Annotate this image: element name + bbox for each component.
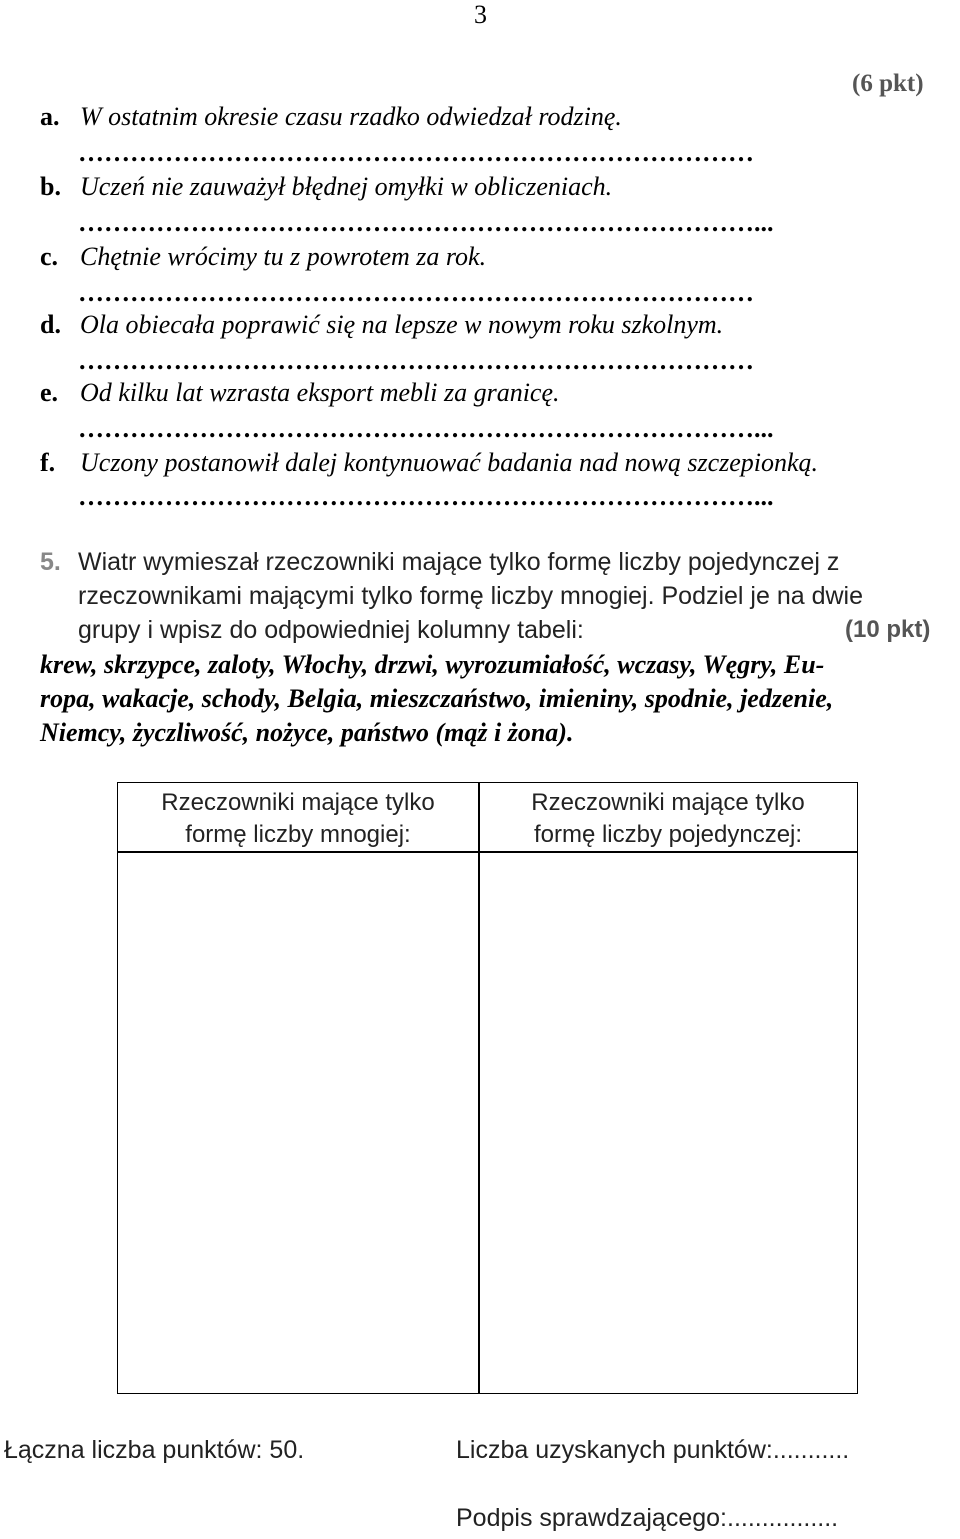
answer-line-c[interactable]: ……………………………………………………………………: [78, 278, 754, 307]
item-letter: e.: [40, 378, 59, 407]
answer-line-b[interactable]: ……………………………………………………………………...: [78, 208, 774, 237]
instruction-line-2: rzeczownikami mającymi tylko formę liczby mnogiej. Podziel je na dwie: [78, 582, 863, 610]
item-text: Uczony postanowił dalej kontynuować badania nad nową szczepionką.: [80, 448, 819, 477]
item-text: W ostatnim okresie czasu rzadko odwiedzał rodzinę.: [80, 102, 622, 131]
total-points: Łączna liczba punktów: 50.: [4, 1436, 305, 1464]
item-letter: c.: [40, 242, 59, 271]
item-letter: d.: [40, 310, 61, 339]
item-letter: f.: [40, 448, 56, 477]
obtained-points[interactable]: Liczba uzyskanych punktów:...........: [456, 1436, 850, 1464]
answer-table: [117, 782, 858, 1394]
header-plural-only: [118, 787, 478, 851]
instruction-line-1: Wiatr wymieszał rzeczowniki mające tylko formę liczby pojedynczej z: [78, 548, 840, 576]
column-divider: [478, 783, 480, 1393]
exercise5-points: (10 pkt): [845, 616, 931, 643]
plural-answer-cell[interactable]: [120, 854, 476, 1392]
item-letter: a.: [40, 102, 60, 131]
answer-line-e[interactable]: ……………………………………………………………………...: [78, 414, 774, 443]
exercise5-instruction: [40, 548, 839, 577]
item-text: Uczeń nie zauważył błędnej omyłki w obliczeniach.: [80, 172, 613, 201]
word-list-line-3: Niemcy, życzliwość, nożyce, państwo (mąż i żona).: [40, 718, 574, 747]
header-singular-only: [479, 787, 857, 851]
header-line: formę liczby mnogiej:: [185, 821, 411, 848]
exercise5-number: 5.: [40, 548, 61, 576]
sentence-e: [40, 378, 560, 408]
sentence-d: [40, 310, 723, 340]
answer-line-d[interactable]: ……………………………………………………………………: [78, 346, 754, 375]
page-number: 3: [474, 0, 487, 29]
item-text: Od kilku lat wzrasta eksport mebli za granicę.: [80, 378, 560, 407]
item-letter: b.: [40, 172, 61, 201]
checker-signature[interactable]: Podpis sprawdzającego:................: [456, 1504, 839, 1532]
sentence-b: [40, 172, 612, 202]
header-line: Rzeczowniki mające tylko: [531, 789, 805, 816]
item-text: Ola obiecała poprawić się na lepsze w nowym roku szkolnym.: [80, 310, 724, 339]
header-line: Rzeczowniki mające tylko: [161, 789, 435, 816]
header-divider: [118, 851, 857, 853]
header-line: formę liczby pojedynczej:: [533, 821, 803, 848]
word-list-line-2: ropa, wakacje, schody, Belgia, mieszczaństwo, imieniny, spodnie, jedzenie,: [40, 684, 834, 713]
answer-line-a[interactable]: ……………………………………………………………………: [78, 138, 754, 167]
sentence-a: [40, 102, 622, 132]
sentence-c: [40, 242, 486, 272]
exercise4-points: (6 pkt): [852, 70, 924, 97]
sentence-f: [40, 448, 818, 478]
item-text: Chętnie wrócimy tu z powrotem za rok.: [80, 242, 487, 271]
instruction-line-3: grupy i wpisz do odpowiedniej kolumny tabeli:: [78, 616, 584, 644]
answer-line-f[interactable]: ……………………………………………………………………...: [78, 482, 774, 511]
word-list-line-1: krew, skrzypce, zaloty, Włochy, drzwi, wyrozumiałość, wczasy, Węgry, Eu-: [40, 650, 825, 679]
singular-answer-cell[interactable]: [481, 854, 856, 1392]
